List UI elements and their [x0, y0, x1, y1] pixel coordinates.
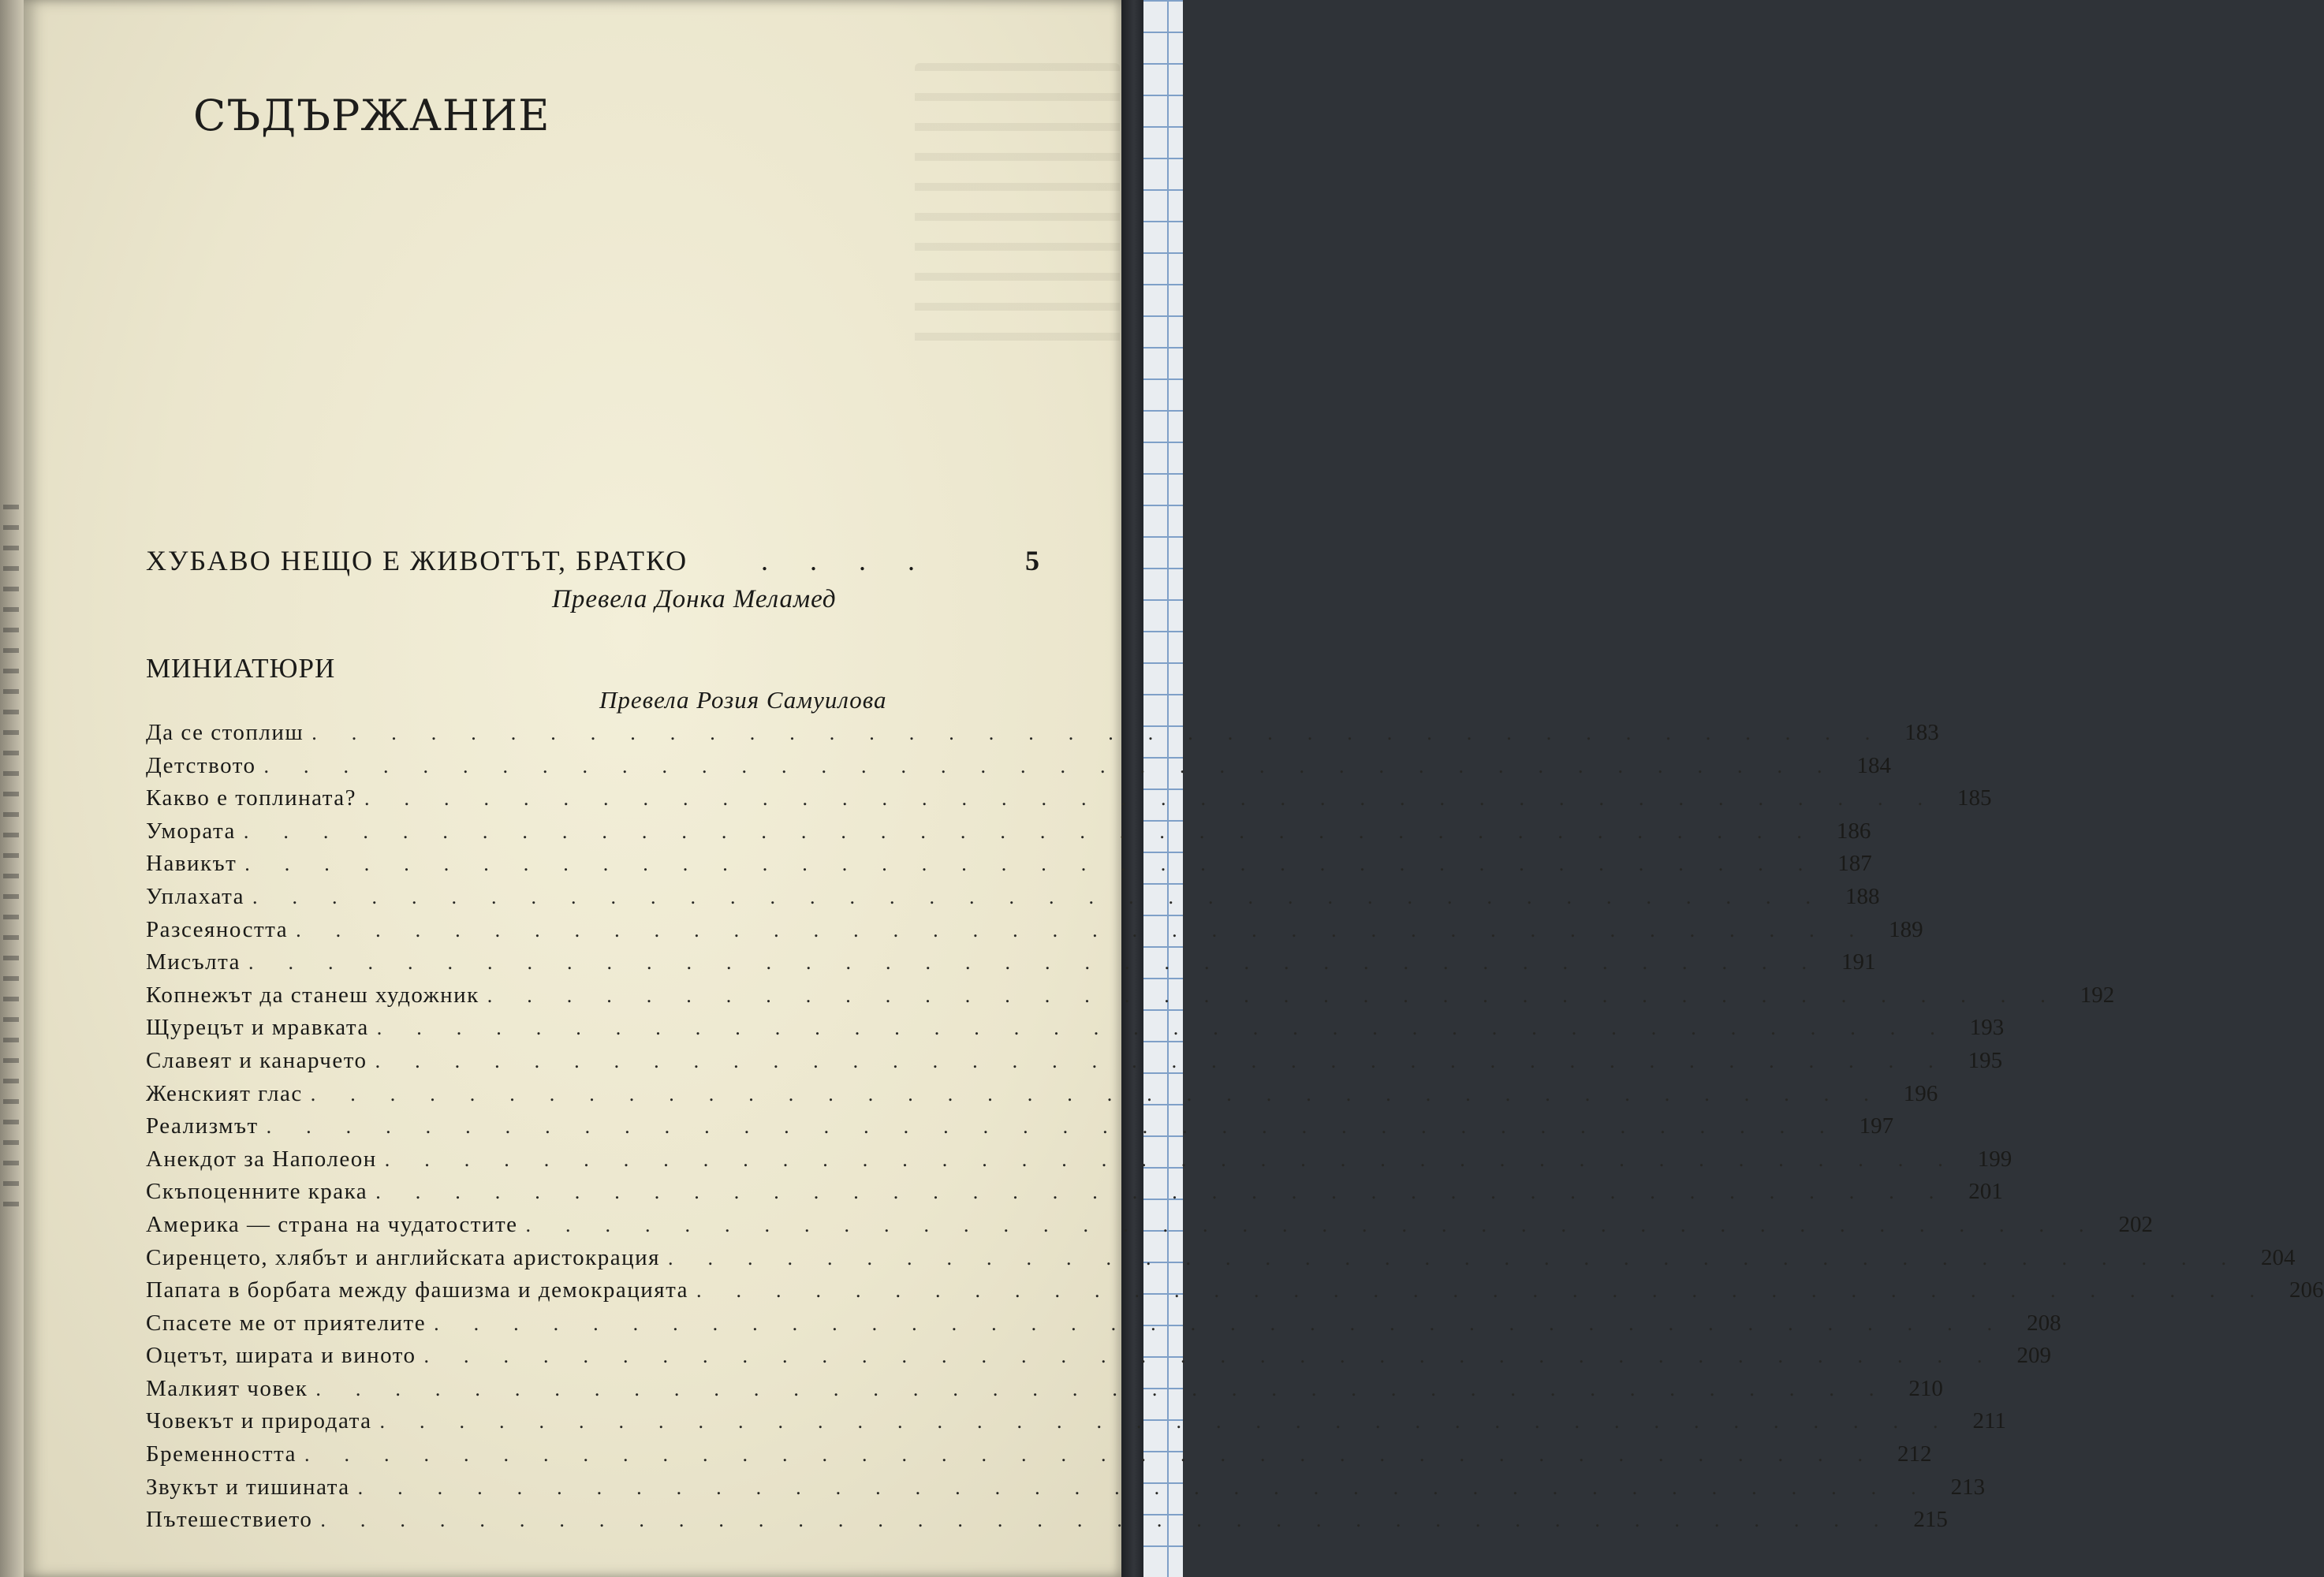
dot-leader: ........................................	[263, 754, 1857, 777]
list-item	[146, 883, 1880, 917]
dot-leader: ........................................	[244, 852, 1838, 876]
entry-page: 191	[1841, 949, 1876, 975]
list-item	[146, 1507, 1948, 1540]
entry-page: 192	[2080, 982, 2115, 1008]
list-item	[146, 982, 2115, 1016]
entry-page: 202	[2118, 1211, 2154, 1237]
dot-leader: ........................................	[375, 1049, 1968, 1072]
list-item	[146, 949, 1876, 982]
entry-page: 189	[1889, 916, 1923, 942]
dot-leader: ........................................	[375, 1180, 1969, 1204]
dot-leader: ........................................	[315, 1377, 1909, 1400]
list-item	[146, 818, 1871, 852]
entry-page: 184	[1856, 752, 1891, 778]
page-title: СЪДЪРЖАНИЕ	[193, 91, 550, 140]
dot-leader: ........................................	[525, 1213, 2119, 1236]
show-through-text	[915, 63, 1120, 347]
entry-title: Умората	[146, 818, 236, 844]
dot-leader: ........................................	[248, 951, 1842, 975]
entry-title: Папата в борбата между фашизма и демокрацията	[146, 1277, 689, 1303]
entry-page: 185	[1957, 785, 1992, 811]
dot-leader: ........................................	[320, 1508, 1914, 1532]
list-item	[146, 785, 1992, 818]
list-item	[146, 1343, 2052, 1376]
section-title: МИНИАТЮРИ	[146, 653, 336, 684]
entry-page: 213	[1950, 1474, 1986, 1500]
entry-page: 195	[1968, 1047, 2003, 1073]
dot-leader: ........................................	[667, 1246, 2261, 1269]
entry-page: 208	[2027, 1310, 2061, 1336]
dot-leader: ........................................	[379, 1410, 1973, 1433]
main-entry-title: ХУБАВО НЕЩО Е ЖИВОТЪТ, БРАТКО	[146, 545, 688, 576]
entry-title: Анекдот за Наполеон	[146, 1146, 377, 1172]
list-item	[146, 1179, 2003, 1212]
list-item	[146, 720, 1939, 753]
entry-title: Разсеяността	[146, 916, 289, 942]
dot-leader: ........................................	[434, 1311, 2027, 1335]
dot-leader: ........................................	[310, 1082, 1904, 1105]
entry-title: Оцетът, ширата и виното	[146, 1343, 416, 1369]
dot-leader: ........................................	[243, 819, 1837, 843]
list-item	[146, 1244, 2296, 1278]
main-entry-translator: Превела Донка Меламед	[552, 585, 837, 613]
dot-leader: ........................................	[487, 983, 2080, 1007]
entry-title: Спасете ме от приятелите	[146, 1310, 427, 1336]
list-item	[146, 1310, 2061, 1344]
dot-leader: ........................................	[296, 918, 1889, 941]
entry-page: 188	[1845, 883, 1880, 909]
list-item	[146, 1474, 1986, 1508]
list-item	[146, 1146, 2013, 1180]
dot-leader: ........................................	[376, 1016, 1970, 1040]
entry-title: Славеят и канарчето	[146, 1047, 367, 1073]
dot-leader: ........................................	[252, 885, 1845, 908]
entry-page: 212	[1897, 1441, 1932, 1467]
entry-page: 211	[1972, 1408, 2006, 1434]
entry-title: Бременността	[146, 1441, 297, 1467]
entry-page: 186	[1836, 818, 1871, 844]
entry-title: Женският глас	[146, 1080, 303, 1106]
list-item	[146, 1080, 1938, 1114]
list-item	[146, 1277, 2324, 1310]
dot-leader: . . . .	[761, 545, 932, 576]
list-item	[146, 1408, 2006, 1441]
dot-leader: ........................................	[384, 1147, 1978, 1171]
toc-list	[146, 720, 2324, 1540]
entry-title: Навикът	[146, 851, 237, 877]
entry-title: Щурецът и мравката	[146, 1015, 369, 1041]
entry-page: 193	[1969, 1015, 2005, 1041]
dot-leader: ........................................	[364, 787, 1958, 811]
dot-leader: ........................................	[304, 1443, 1897, 1467]
entry-title: Уплахата	[146, 883, 244, 909]
entry-page: 199	[1977, 1146, 2013, 1172]
section-translator: Превела Розия Самуилова	[599, 686, 887, 714]
entry-title: Звукът и тишината	[146, 1474, 350, 1500]
entry-title: Да се стоплиш	[146, 720, 304, 745]
entry-title: Скъпоценните крака	[146, 1179, 368, 1205]
list-item	[146, 1015, 2005, 1048]
entry-page: 197	[1859, 1113, 1894, 1139]
entry-title: Копнежът да станеш художник	[146, 982, 479, 1008]
entry-page: 204	[2260, 1244, 2296, 1270]
main-entry-page: 5	[1025, 545, 1041, 576]
entry-page: 187	[1837, 851, 1872, 877]
list-item	[146, 916, 1923, 950]
entry-title: Какво е топлината?	[146, 785, 357, 811]
entry-page: 209	[2016, 1343, 2052, 1369]
dot-leader: ........................................	[357, 1475, 1951, 1499]
entry-title: Мисълта	[146, 949, 241, 975]
dot-leader: ........................................	[266, 1115, 1860, 1139]
list-item	[146, 1113, 1894, 1146]
entry-title: Реализмът	[146, 1113, 259, 1139]
entry-title: Детството	[146, 752, 256, 778]
list-item	[146, 1375, 1943, 1409]
entry-title: Америка — страна на чудатостите	[146, 1211, 518, 1237]
entry-page: 183	[1904, 720, 1939, 745]
dot-leader: ........................................	[311, 721, 1905, 744]
dot-leader: ........................................	[423, 1344, 2017, 1368]
entry-title: Пътешествието	[146, 1507, 313, 1533]
toc-main-entry	[146, 544, 1041, 583]
entry-page: 206	[2289, 1277, 2324, 1303]
previous-page-text-marks	[3, 505, 19, 1214]
list-item	[146, 1047, 2003, 1081]
list-item	[146, 1211, 2154, 1245]
entry-title: Човекът и природата	[146, 1408, 372, 1434]
entry-page: 210	[1908, 1375, 1943, 1401]
book-page	[24, 0, 2324, 1577]
list-item	[146, 1441, 1932, 1474]
entry-title: Сиренцето, хлябът и английската аристокрация	[146, 1244, 660, 1270]
list-item	[146, 752, 1891, 786]
entry-page: 201	[1968, 1179, 2003, 1205]
entry-page: 215	[1913, 1507, 1948, 1533]
dot-leader: ........................................	[696, 1279, 2290, 1303]
entry-title: Малкият човек	[146, 1375, 308, 1401]
list-item	[146, 851, 1872, 884]
entry-page: 196	[1903, 1080, 1938, 1106]
